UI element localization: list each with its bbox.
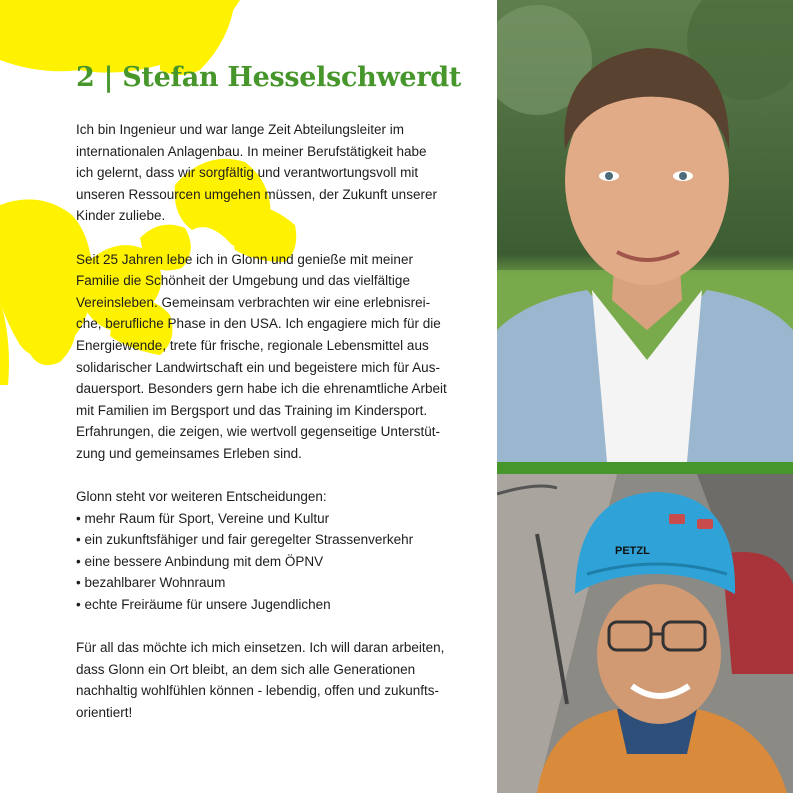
list-item: • mehr Raum für Sport, Vereine und Kultur (76, 508, 476, 530)
helmet-logo: PETZL (615, 545, 650, 557)
list-intro: Glonn steht vor weiteren Entscheidungen: (76, 489, 327, 505)
list-item: • bezahlbarer Wohnraum (76, 572, 476, 594)
portrait-photo (497, 0, 793, 462)
list-item: • ein zukunftsfähiger und fair geregelter Strassenverkehr (76, 529, 476, 551)
closing-paragraph: Für all das möchte ich mich einsetzen. Ich will daran arbeiten, dass Glonn ein Ort bleibt, an dem sich alle Generationen nachhaltig wohlfühlen können - lebendig, offen und zukunfts- orientiert! (76, 640, 445, 721)
biography-paragraph: Seit 25 Jahren lebe ich in Glonn und genieße mit meiner Familie die Schönheit der Umgebung und das vielfältige Vereinsleben. Gemeinsam verbrachten wir eine erlebnisrei- che, berufliche Phase in den USA. Ich engagiere mich für die Energiewende, trete für frische, regionale Lebensmittel aus solidarischer Landwirtschaft ein und begeistere mich für Aus- dauersport. Besonders gern habe ich die ehrenamtliche Arbeit mit Familien im Bergsport und das Training im Kindersport. Erfahrungen, die zeigen, wie wertvoll gegenseitige Unterstüt- zung und gemeinsames Erleben sind. (76, 251, 447, 461)
goals-list (76, 508, 476, 616)
list-item: • eine bessere Anbindung mit dem ÖPNV (76, 551, 476, 573)
list-item: • echte Freiräume für unsere Jugendlichen (76, 594, 476, 616)
page-title: 2 | Stefan Hesselschwerdt (76, 62, 461, 93)
climbing-photo (497, 474, 793, 793)
intro-paragraph: Ich bin Ingenieur und war lange Zeit Abteilungsleiter im internationalen Anlagenbau. In meiner Berufstätigkeit habe ich gelernt, dass wir sorgfältig und verantwortungsvoll mit unseren Ressourcen umgehen müssen, der Zukunft unserer Kinder zuliebe. (76, 122, 437, 224)
green-divider (497, 462, 793, 474)
text-column (76, 62, 476, 745)
